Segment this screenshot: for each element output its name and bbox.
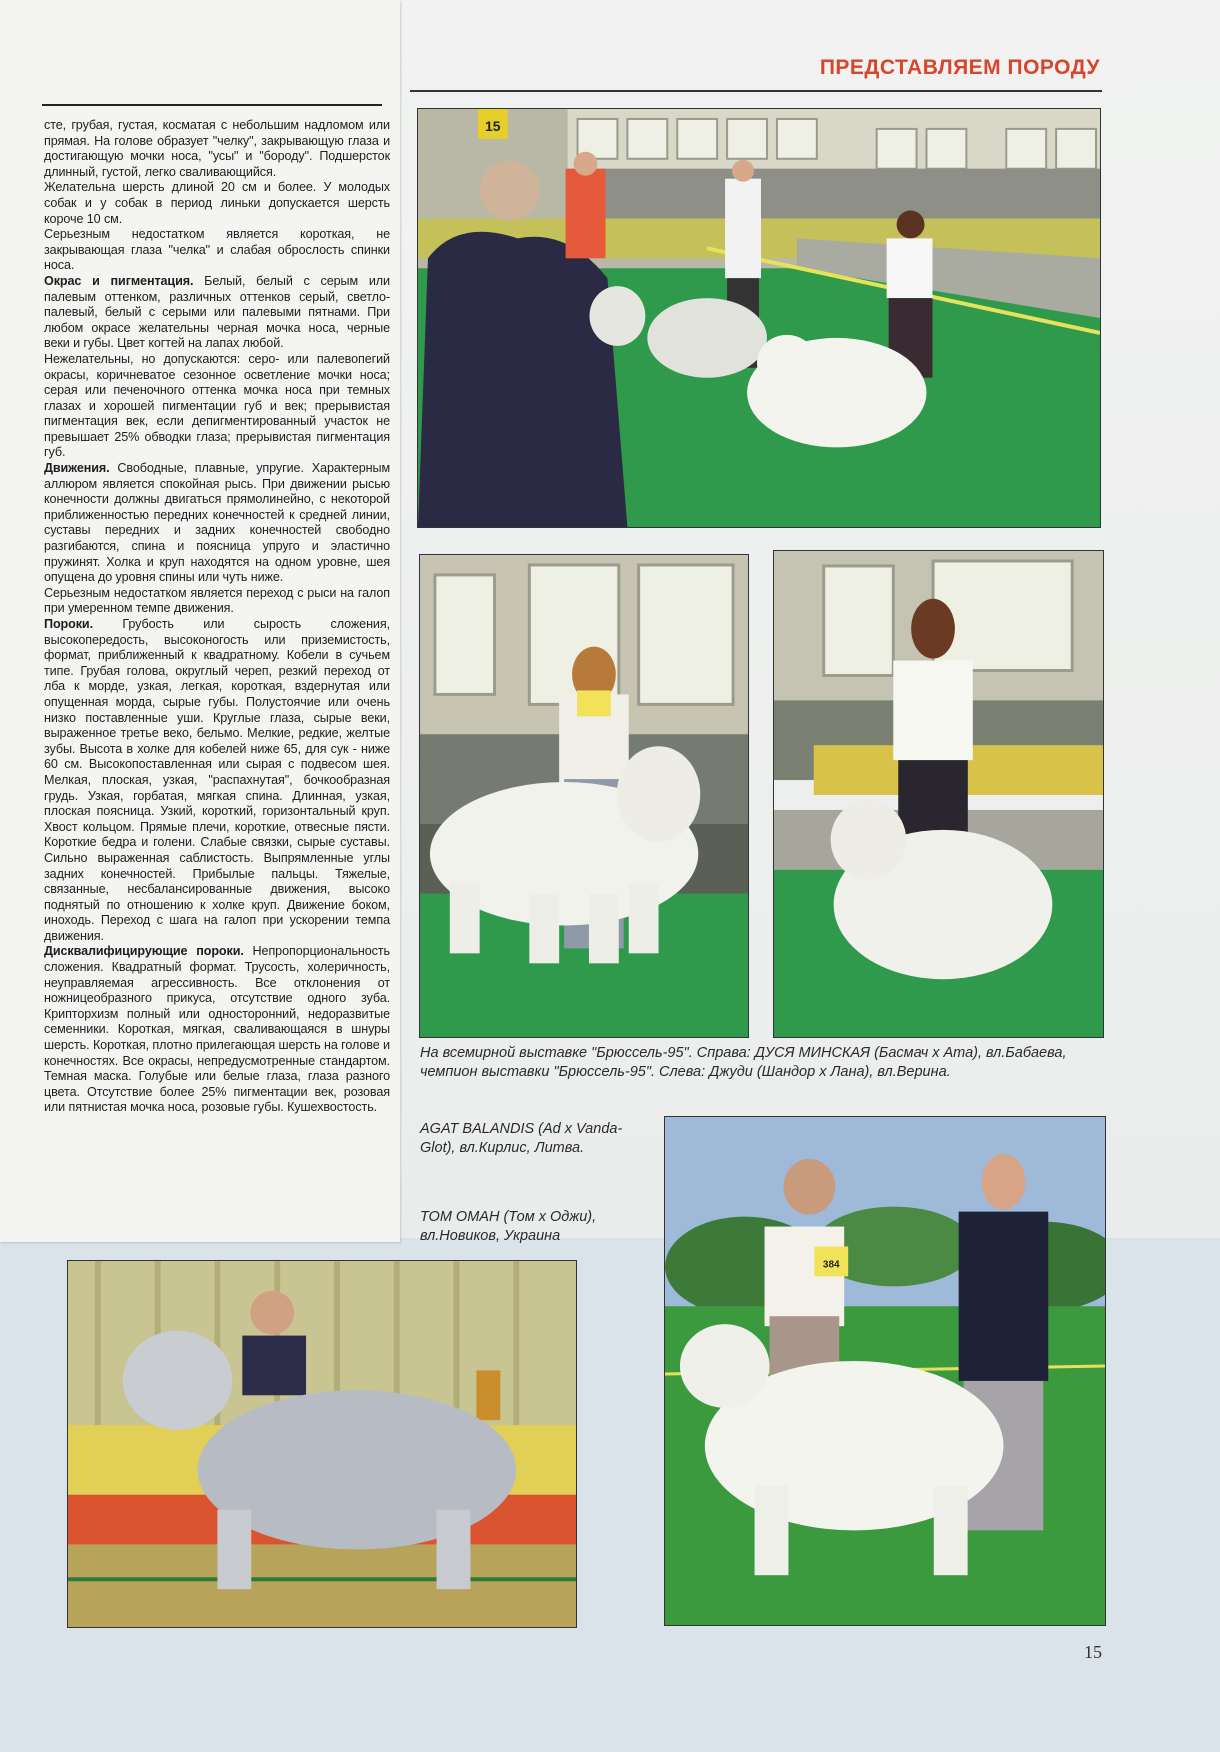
- article-paragraph: [44, 274, 390, 352]
- ring-number-sign: 15: [485, 117, 501, 134]
- article-paragraph: [44, 586, 390, 617]
- paragraph-lead: Дисквалифицирующие пороки.: [44, 944, 244, 959]
- header-divider: [410, 90, 1102, 92]
- photo-handler-right-image: [774, 551, 1103, 1037]
- paragraph-lead: Пороки.: [44, 617, 93, 631]
- photo-handler-left-image: [420, 555, 748, 1037]
- paragraph-text: Грубость или сырость сложения, высокопередость, высоконогость или приземистость, формат, приближенный к квадратному. Кобели в сучьем типе. Грубая голова, округлый череп, резкий переход от лба к морде, узкая, легкая, короткая, вздернутая или опущенная морда, сырые губы. Полустоячие или очень низко поставленные уши. Круглые глаза, сырые веки, выраженное третье веко, бельмо. Мелкие, редкие, желтые зубы. Высота в холке для кобелей ниже 65, для сук - ниже 60 см. Высокопоставленная или сырая с подвесом шея. Мелкая, плоская, узкая, "распахнутая", бочкообразная грудь. Узкая, горбатая, мягкая спина. Длинная, узкая, плоская поясница. Узкий, короткий, горизонтальный круп. Хвост кольцом. Прямые плечи, короткие, отвесные пясти. Короткие бедра и голени. Слабые связки, сырые суставы. Сильно выраженная саблистость. Выпрямленные углы задних конечностей. Прибылые пальцы. Тяжелые, связанные, несбалансированные движения, высоко поднятый по отношению к холке круп. Движение боком, иноходь. Переход с шага на галоп при ускорении темпа движения.: [44, 617, 390, 943]
- handler-badge-tom: 384: [822, 1259, 840, 1271]
- article-paragraph: [44, 352, 390, 461]
- photo-handler-right: [773, 550, 1104, 1038]
- photo-show-ring-wide-image: [418, 109, 1100, 527]
- paragraph-text: Серьезным недостатком является короткая, не закрывающая глаза "челка" и слабая оброслость спинки носа.: [44, 227, 390, 273]
- page-number: 15: [1084, 1642, 1102, 1662]
- photo-tom-oman: [664, 1116, 1106, 1626]
- caption-agat-balandis: AGAT BALANDIS (Ad x Vanda-Glot), вл.Кирлис, Литва.: [420, 1121, 623, 1156]
- paragraph-text: Непропорциональность сложения. Квадратный формат. Трусость, холеричность, неуправляемая агрессивность. Все отклонения от ножницеобразного прикуса, отсутствие одного зуба. Крипторхизм полный или односторонний, недоразвитые семенники. Короткая, мягкая, сваливающаяся в шнуры шерсть. Короткая, плотно прилегающая шерсть на голове и конечностях. Все окрасы, непредусмотренные стандартом. Темная маска. Голубые или белые глаза, глаза разного цвета. Отсутствие более 25% пигментации век, розовая или пятнистая мочка носа, розовые губы. Кушехвостость.: [44, 944, 391, 1115]
- article-paragraph: [44, 180, 390, 227]
- photo-handler-left: [419, 554, 749, 1038]
- photo-agat-balandis-image: [68, 1261, 576, 1627]
- article-paragraph: [44, 944, 390, 1116]
- photo-tom-oman-image: [665, 1117, 1105, 1625]
- paragraph-text: Нежелательны, но допускаются: серо- или палевопегий окрасы, коричневатое сезонное осветление мочки носа; серая или печеночного оттенка мочка носа при темных глазах и хорошей пигментации губ и век; прерывистая пигментация век, если депигментированный участок не превышает 25% обводки глаза; прерывистая пигментация губ.: [44, 351, 390, 460]
- article-body: [44, 118, 390, 1116]
- article-paragraph: [44, 617, 390, 944]
- paragraph-text: сте, грубая, густая, косматая с небольшим надломом или прямая. На голове образует "челку", закрывающую глаза и достигающую мочки носа, "усы" и "бороду". Подшерсток длинный, густой, легко сваливающийся.: [44, 118, 390, 179]
- caption-tom-oman: ТОМ ОМАН (Том х Оджи), вл.Новиков, Украина: [420, 1209, 597, 1244]
- article-paragraph: [44, 461, 390, 586]
- article-clipping: [0, 0, 400, 1242]
- paragraph-text: Серьезным недостатком является переход с рыси на галоп при умеренном темпе движения.: [44, 585, 390, 616]
- paragraph-lead: Окрас и пигментация.: [44, 273, 194, 288]
- article-paragraph: [44, 227, 390, 274]
- paragraph-text: Свободные, плавные, упругие. Характерным аллюром является спокойная рысь. При движении рысью конечности должны двигаться прямолинейно, с некоторой приближенностью передних конечностей к средней линии, суставы передних и задних конечностей свободно разгибаются, спина и поясница упруго и эластично пружинят. Холка и круп находятся на одном уровне, шея опущена до уровня спины или чуть ниже.: [44, 461, 390, 585]
- caption-brussels: На всемирной выставке "Брюссель-95". Справа: ДУСЯ МИНСКАЯ (Басмач х Ата), вл.Бабаева, чемпион выставки "Брюссель-95". Слева: Джуди (Шандор х Лана), вл.Верина.: [420, 1045, 1067, 1080]
- section-title: ПРЕДСТАВЛЯЕМ ПОРОДУ: [819, 56, 1100, 79]
- clipping-divider: [42, 104, 382, 106]
- paragraph-text: Желательна шерсть длиной 20 см и более. У молодых собак и у собак в период линьки допускается шерсть короче 10 см.: [44, 180, 390, 226]
- photo-show-ring-wide: [417, 108, 1101, 528]
- paragraph-text: Белый, белый с серым или палевым оттенком, различных оттенков серый, светло-палевый, белый с серыми или палевыми пятнами. При любом окрасе желательны черная мочка носа, черные веки и губы. Цвет когтей на лапах любой.: [44, 273, 390, 351]
- photo-agat-balandis: [67, 1260, 577, 1628]
- article-paragraph: [44, 118, 390, 180]
- paragraph-lead: Движения.: [44, 461, 110, 476]
